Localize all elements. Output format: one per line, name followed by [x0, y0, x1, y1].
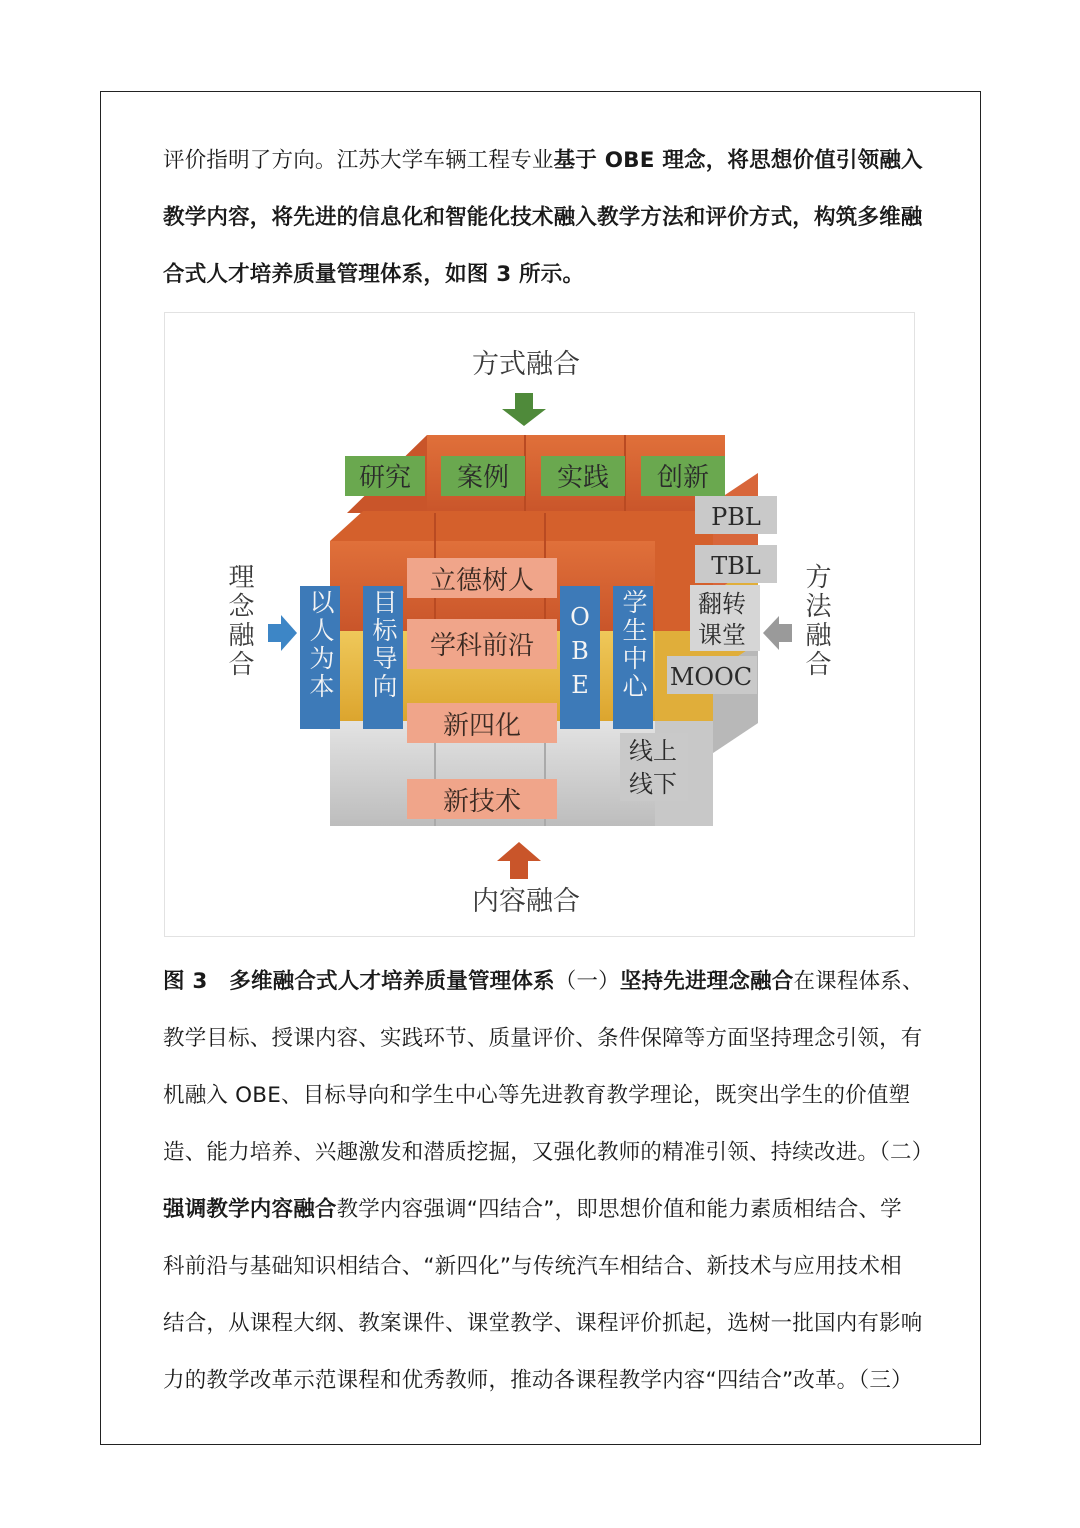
bottom-arrow-icon: [497, 842, 541, 879]
label-student-centered: 学生中心: [619, 589, 648, 701]
body-line-4: 造、能力培养、兴趣激发和潜质挖掘，又强化教师的精准引领、持续改进。（二）: [163, 1140, 934, 1165]
label-pbl: PBL: [711, 503, 761, 531]
label-goal-oriented: 目标导向: [369, 589, 398, 701]
label-offline: 线下: [629, 770, 677, 798]
label-concept-fusion: 理念融合: [224, 563, 254, 679]
label-practice: 实践: [556, 463, 610, 493]
body-line-6: 科前沿与基础知识相结合、“新四化”与传统汽车相结合、新技术与应用技术相: [163, 1254, 902, 1279]
caption-line: 图 3 多维融合式人才培养质量管理体系（一）坚持先进理念融合在课程体系、: [163, 969, 924, 994]
label-classroom: 课堂: [698, 621, 746, 649]
top-arrow-icon: [502, 393, 546, 426]
label-case: 案例: [456, 463, 510, 493]
left-arrow-icon: [268, 615, 297, 651]
label-tbl: TBL: [711, 552, 761, 580]
label-people-oriented: 以人为本: [306, 589, 335, 701]
body-line-3: 机融入 OBE、目标导向和学生中心等先进教育教学理论，既突出学生的价值塑: [163, 1083, 911, 1108]
right-arrow-icon: [763, 616, 792, 650]
label-online: 线上: [629, 737, 677, 765]
body-line-2: 教学目标、授课内容、实践环节、质量评价、条件保障等方面坚持理念引领，有: [163, 1026, 923, 1051]
body-line-7: 结合，从课程大纲、教案课件、课堂教学、课程评价抓起，选树一批国内有影响: [163, 1311, 923, 1336]
label-method-fusion: 方法融合: [801, 563, 831, 679]
label-new-four: 新四化: [442, 711, 522, 741]
figure-caption: 图 3 多维融合式人才培养质量管理体系: [163, 969, 555, 994]
body-line-8: 力的教学改革示范课程和优秀教师，推动各课程教学内容“四结合”改革。（三）: [163, 1368, 913, 1393]
label-obe: OBE: [566, 603, 594, 705]
label-mooc: MOOC: [669, 663, 753, 691]
body-paragraph: [163, 953, 934, 1409]
label-method-fusion-top: 方式融合: [472, 349, 580, 380]
label-lide-shuren: 立德树人: [429, 566, 535, 596]
label-content-fusion: 内容融合: [472, 886, 580, 917]
label-new-tech: 新技术: [442, 787, 522, 817]
label-subject-frontier: 学科前沿: [429, 631, 535, 661]
body-line-5: 强调教学内容融合教学内容强调“四结合”，即思想价值和能力素质相结合、学: [163, 1197, 902, 1222]
figure-3: [164, 312, 915, 937]
label-flip: 翻转: [698, 590, 746, 618]
label-research: 研究: [358, 463, 412, 493]
intro-line-1: 评价指明了方向。江苏大学车辆工程专业基于 OBE 理念，将思想价值引领融入: [163, 148, 923, 173]
intro-line-3: 合式人才培养质量管理体系，如图 3 所示。: [163, 262, 585, 287]
label-innovation: 创新: [656, 463, 710, 493]
intro-line-2: 教学内容，将先进的信息化和智能化技术融入教学方法和评价方式，构筑多维融: [163, 205, 923, 230]
intro-paragraph: [163, 132, 923, 303]
